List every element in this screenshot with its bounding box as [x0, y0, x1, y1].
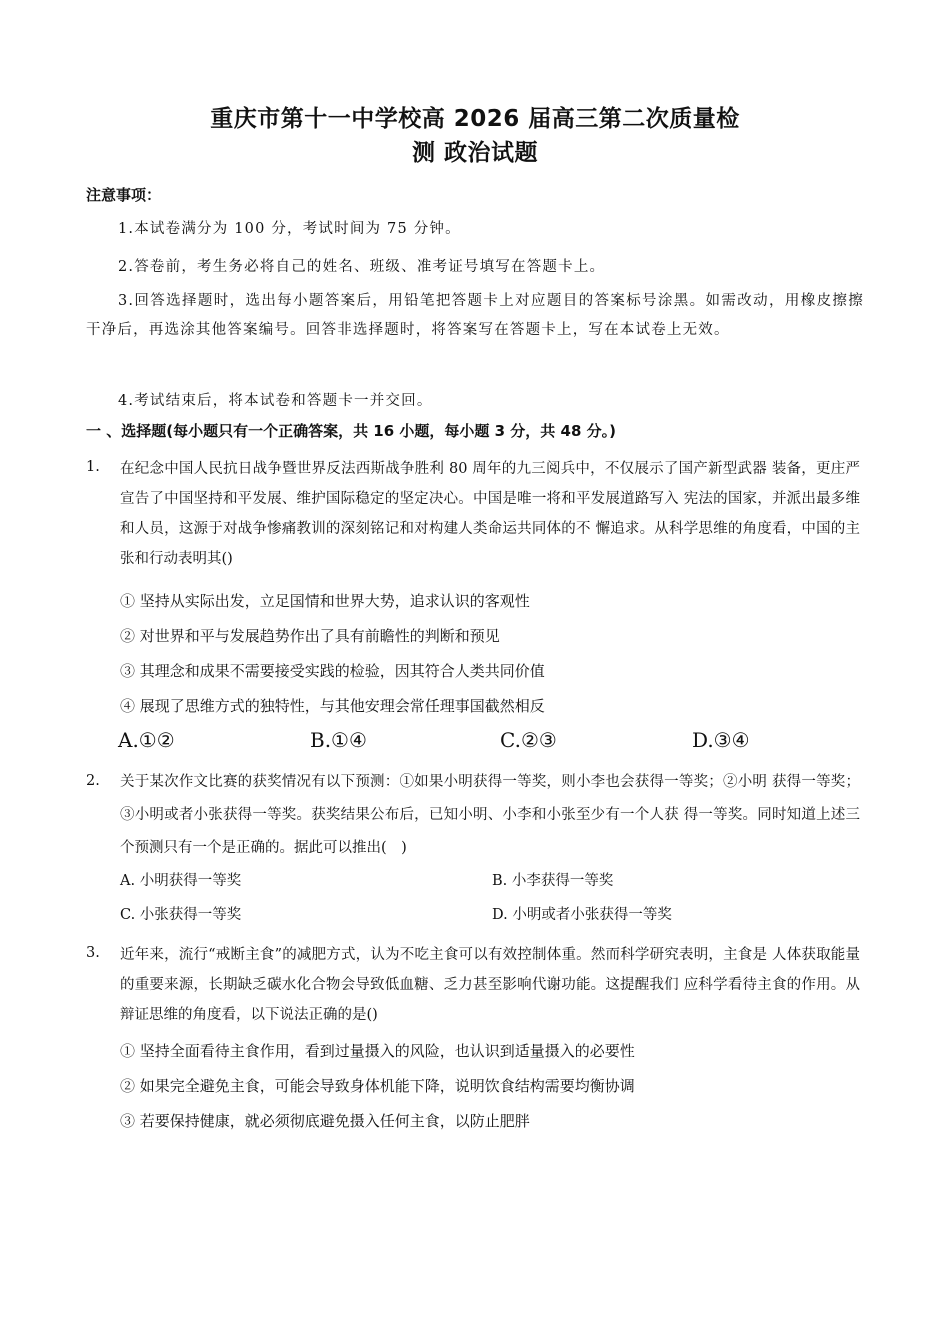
question-3-statement-2: ② 如果完全避免主食，可能会导致身体机能下降，说明饮食结构需要均衡协调 [120, 1077, 635, 1095]
question-1-number: 1. [86, 459, 100, 475]
section-heading: 一 、选择题(每小题只有一个正确答案，共 16 小题，每小题 3 分，共 48 分。) [86, 422, 616, 440]
question-2-number: 2. [86, 773, 100, 789]
question-1-statement-4: ④ 展现了思维方式的独特性，与其他安理会常任理事国截然相反 [120, 697, 545, 715]
question-1-statement-1: ① 坚持从实际出发，立足国情和世界大势，追求认识的客观性 [120, 592, 530, 610]
question-2-choice-c: C. 小张获得一等奖 [120, 907, 242, 923]
question-3-number: 3. [86, 945, 100, 961]
notice-item-4: 4.考试结束后，将本试卷和答题卡一并交回。 [118, 393, 433, 409]
question-1-stem: 在纪念中国人民抗日战争暨世界反法西斯战争胜利 80 周年的九三阅兵中，不仅展示了国产新型武器 装备，更庄严宣告了中国坚持和平发展、维护国际稳定的坚定决心。中国是唯一将和平发展道路写入 宪法的国家，并派出最多维和人员，这源于对战争惨痛教训的深刻铭记和对构建人类命运共同体的不 懈追求。从科学思维的角度看，中国的主张和行动表明其() [120, 461, 860, 567]
notice-item-2: 2.答卷前，考生务必将自己的姓名、班级、准考证号填写在答题卡上。 [118, 259, 606, 275]
question-1-choice-c: C.②③ [500, 728, 557, 752]
notes-heading: 注意事项： [86, 186, 162, 204]
notice-item-1: 1.本试卷满分为 100 分，考试时间为 75 分钟。 [118, 221, 461, 237]
notice-item-3: 3.回答选择题时，选出每小题答案后，用铅笔把答题卡上对应题目的答案标号涂黑。如需改动，用橡皮擦擦干净后，再选涂其他答案编号。回答非选择题时，将答案写在答题卡上，写在本试卷上无效。 [86, 293, 864, 338]
question-3-statement-1: ① 坚持全面看待主食作用，看到过量摄入的风险，也认识到适量摄入的必要性 [120, 1042, 635, 1060]
question-2-choice-d: D. 小明或者小张获得一等奖 [492, 907, 672, 923]
question-1-statement-3: ③ 其理念和成果不需要接受实践的检验，因其符合人类共同价值 [120, 662, 545, 680]
question-1-choice-d: D.③④ [692, 728, 750, 752]
question-2-choice-b: B. 小李获得一等奖 [492, 873, 614, 889]
exam-title-line-2: 测 政治试题 [411, 140, 538, 166]
question-1-choice-b: B.①④ [310, 728, 367, 752]
question-1-statement-2: ② 对世界和平与发展趋势作出了具有前瞻性的判断和预见 [120, 627, 500, 645]
question-2-choice-a: A. 小明获得一等奖 [120, 873, 242, 889]
question-2-stem: 关于某次作文比赛的获奖情况有以下预测：①如果小明获得一等奖，则小李也会获得一等奖；②小明 获得一等奖；③小明或者小张获得一等奖。获奖结果公布后，已知小明、小李和小张至少有一个人获 得一等奖。同时知道上述三个预测只有一个是正确的。据此可以推出( ) [120, 774, 860, 856]
exam-title-line-1: 重庆市第十一中学校高 2026 届高三第二次质量检 [210, 106, 740, 132]
question-3-statement-3: ③ 若要保持健康，就必须彻底避免摄入任何主食，以防止肥胖 [120, 1112, 530, 1130]
question-3-stem: 近年来，流行“戒断主食”的减肥方式，认为不吃主食可以有效控制体重。然而科学研究表明，主食是 人体获取能量的重要来源，长期缺乏碳水化合物会导致低血糖、乏力甚至影响代谢功能。这提醒我们 应科学看待主食的作用。从辩证思维的角度看，以下说法正确的是() [120, 947, 860, 1023]
question-1-choice-a: A.①② [118, 728, 175, 752]
